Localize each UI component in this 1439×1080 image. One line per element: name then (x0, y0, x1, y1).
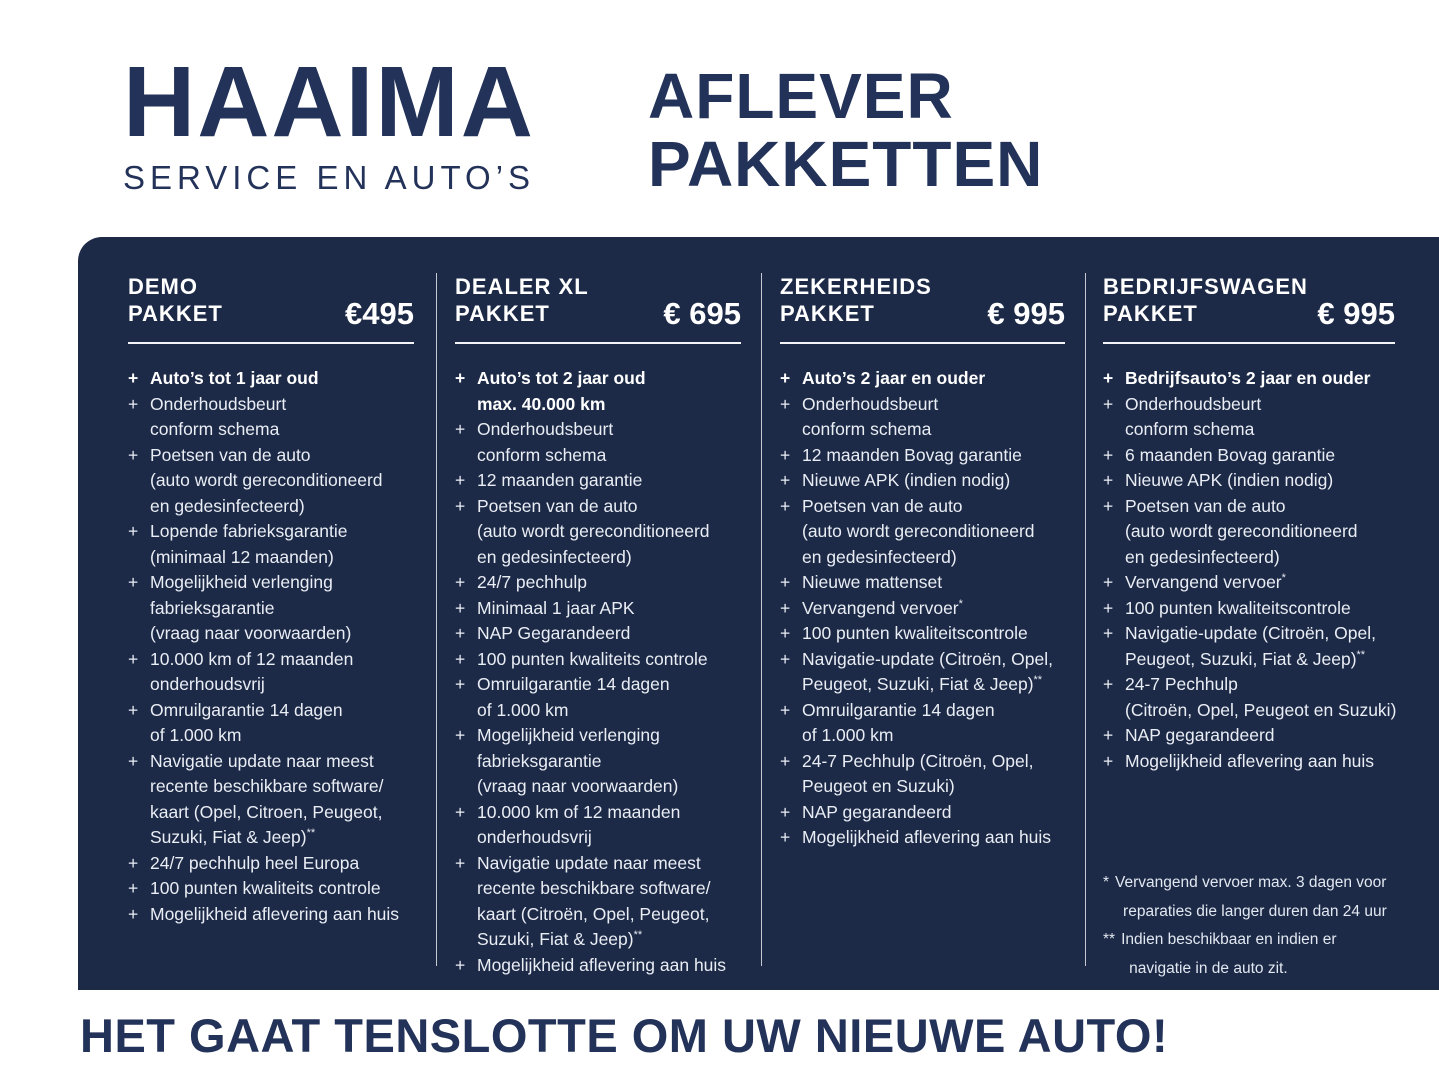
package-item-line: en gedesinfecteerd) (1125, 546, 1280, 567)
footnote (1103, 869, 1395, 926)
package-item-text (150, 902, 399, 928)
package-item-line: recente beschikbare software/ (150, 776, 384, 796)
package-item-line: (vraag naar voorwaarden) (477, 776, 679, 796)
tagline: HET GAAT TENSLOTTE OM UW NIEUWE AUTO! (80, 1009, 1169, 1062)
package-item-text (1125, 621, 1376, 672)
package-item-line: (vraag naar voorwaarden) (150, 623, 352, 643)
page-title-line2: PAKKETTEN (648, 128, 1044, 200)
plus-bullet: + (780, 368, 791, 388)
package-item-line: 6 maanden Bovag garantie (1125, 444, 1336, 465)
package-item-text (1125, 570, 1286, 596)
plus-bullet: + (455, 674, 466, 694)
plus-bullet: + (455, 368, 466, 388)
package-item (1103, 723, 1395, 749)
plus-bullet: + (128, 750, 139, 771)
plus-bullet: + (780, 572, 791, 592)
package-item-line: Navigatie-update (Citroën, Opel, (802, 648, 1053, 669)
plus-bullet: + (1103, 495, 1114, 516)
package-item-line: Navigatie update naar meest (477, 852, 701, 873)
package-item-line: Minimaal 1 jaar APK (477, 597, 635, 618)
package-name (128, 273, 223, 327)
package-item (455, 621, 741, 647)
brand-logo (123, 46, 536, 197)
plus-bullet: + (128, 903, 139, 924)
package-item (780, 800, 1065, 826)
plus-bullet: + (1103, 725, 1114, 745)
package-item-text (802, 621, 1028, 647)
plus-bullet: + (128, 521, 139, 541)
package-item-text (150, 698, 343, 749)
package-item-text (477, 366, 646, 417)
plus-bullet: + (1103, 750, 1114, 771)
package-item-line: conform schema (802, 419, 932, 439)
package-item-text (150, 392, 286, 443)
plus-bullet: + (455, 648, 466, 669)
plus-bullet: + (780, 648, 791, 669)
package-item-line: Nieuwe APK (indien nodig) (1125, 470, 1334, 490)
plus-bullet: + (128, 852, 139, 873)
package-item-line: Nieuwe APK (indien nodig) (802, 470, 1011, 490)
package-name-line: PAKKET (128, 301, 223, 326)
package-name-line: DEALER XL (455, 274, 589, 299)
package-item (1103, 570, 1395, 596)
package-item (128, 749, 414, 851)
package-item-line: (auto wordt gereconditioneerd (802, 521, 1035, 541)
package-item (780, 749, 1065, 800)
package-item (128, 902, 414, 928)
package-item-text (477, 494, 710, 571)
package-item-text (802, 596, 963, 622)
package-price: €495 (345, 296, 414, 331)
footnote-marker-ref: ** (1033, 674, 1043, 687)
package-item (455, 672, 741, 723)
package-item-line: Poetsen van de auto (477, 495, 638, 516)
package-item-list (1103, 366, 1395, 774)
package-item (1103, 672, 1395, 723)
plus-bullet: + (1103, 470, 1114, 490)
package-item-line: NAP gegarandeerd (802, 801, 952, 822)
package-column (78, 273, 437, 966)
plus-bullet: + (780, 750, 791, 771)
package-header (128, 273, 414, 331)
package-item-line: (Citroën, Opel, Peugeot en Suzuki) (1125, 699, 1397, 720)
package-item-text (477, 417, 613, 468)
package-item-text (150, 570, 351, 647)
page-title-line1: AFLEVER (648, 60, 954, 132)
package-item-line: 12 maanden Bovag garantie (802, 444, 1022, 465)
package-item (455, 723, 741, 800)
footnote-marker: ** (1103, 931, 1116, 948)
plus-bullet: + (455, 623, 466, 643)
package-item-text (802, 468, 1010, 494)
package-item-line: Mogelijkheid aflevering aan huis (477, 954, 727, 975)
package-column (437, 273, 762, 975)
plus-bullet: + (780, 699, 791, 720)
package-item-line: fabrieksgarantie (477, 750, 602, 771)
package-item-line: (minimaal 12 maanden) (150, 546, 334, 567)
package-item (1103, 443, 1395, 469)
package-item-line: onderhoudsvrij (477, 827, 592, 847)
plus-bullet: + (455, 725, 466, 745)
package-price: € 995 (1317, 296, 1395, 331)
package-item (455, 800, 741, 851)
package-item-line: Lopende fabrieksgarantie (150, 521, 348, 541)
package-item-line: Poetsen van de auto (150, 444, 311, 465)
package-item (455, 366, 741, 417)
package-item-line: conform schema (1125, 419, 1255, 439)
package-item (780, 825, 1065, 851)
plus-bullet: + (128, 878, 139, 898)
package-item-text (477, 468, 642, 494)
brand-subtitle: SERVICE EN AUTO’S (123, 159, 536, 196)
package-item (1103, 621, 1395, 672)
package-price: € 695 (663, 296, 741, 331)
footnote-marker-ref: * (958, 597, 963, 610)
package-item-text (1125, 596, 1351, 622)
package-item-line: Vervangend vervoer* (802, 597, 963, 618)
package-item-line: en gedesinfecteerd) (477, 546, 632, 567)
package-item-text (150, 519, 348, 570)
package-item-line: en gedesinfecteerd) (150, 495, 305, 516)
package-item-text (802, 800, 952, 826)
plus-bullet: + (455, 954, 466, 975)
package-name-line: BEDRIJFSWAGEN (1103, 274, 1308, 299)
package-item-line: Omruilgarantie 14 dagen (150, 699, 343, 720)
package-item (780, 698, 1065, 749)
package-item-line: NAP Gegarandeerd (477, 623, 631, 643)
plus-bullet: + (780, 444, 791, 465)
package-item-line: of 1.000 km (150, 725, 242, 745)
package-item-line: 12 maanden garantie (477, 470, 643, 490)
package-item-text (802, 392, 938, 443)
package-item-line: onderhoudsvrij (150, 674, 265, 694)
package-item-text (477, 570, 587, 596)
plus-bullet: + (780, 827, 791, 847)
package-item-line: 100 punten kwaliteitscontrole (802, 623, 1028, 643)
package-item-text (1125, 723, 1275, 749)
package-item-text (802, 443, 1022, 469)
package-item-text (150, 647, 353, 698)
package-item-line: 24/7 pechhulp heel Europa (150, 852, 360, 873)
package-item-line: Peugeot, Suzuki, Fiat & Jeep)** (1125, 648, 1366, 669)
package-item-line: of 1.000 km (802, 725, 894, 745)
package-item-text (1125, 672, 1396, 723)
package-item-line: max. 40.000 km (477, 393, 606, 414)
plus-bullet: + (455, 572, 466, 592)
package-column (1086, 273, 1439, 977)
footnotes (1103, 869, 1395, 983)
package-item-text (802, 749, 1034, 800)
plus-bullet: + (455, 597, 466, 618)
package-item-line: (auto wordt gereconditioneerd (1125, 521, 1358, 541)
package-item-text (477, 800, 680, 851)
package-item-line: Suzuki, Fiat & Jeep)** (477, 929, 643, 949)
package-item-line: Mogelijkheid aflevering aan huis (1125, 750, 1375, 771)
package-item-line: 24/7 pechhulp (477, 572, 587, 592)
plus-bullet: + (455, 801, 466, 822)
plus-bullet: + (1103, 623, 1114, 643)
package-item-line: Vervangend vervoer* (1125, 572, 1286, 592)
package-item (128, 366, 414, 392)
plus-bullet: + (1103, 674, 1114, 694)
package-item (128, 392, 414, 443)
page-title (648, 62, 1043, 198)
package-item-line: Onderhoudsbeurt (477, 419, 614, 439)
package-item-line: Suzuki, Fiat & Jeep)** (150, 827, 316, 847)
package-item-text (477, 672, 670, 723)
package-item-text (1125, 366, 1370, 392)
package-item-line: (auto wordt gereconditioneerd (150, 470, 383, 490)
package-item-text (1125, 468, 1333, 494)
package-item-line: conform schema (150, 419, 280, 439)
package-item (455, 468, 741, 494)
package-item (1103, 596, 1395, 622)
package-item (455, 851, 741, 953)
package-item-line: Navigatie-update (Citroën, Opel, (1125, 623, 1376, 643)
package-item (128, 851, 414, 877)
package-item-line: conform schema (477, 444, 607, 465)
package-item-line: kaart (Opel, Citroen, Peugeot, (150, 801, 383, 822)
package-item (455, 570, 741, 596)
brand-name: HAAIMA (123, 46, 535, 158)
package-item (780, 443, 1065, 469)
packages-columns (78, 273, 1439, 977)
plus-bullet: + (780, 470, 791, 490)
package-item-text (802, 366, 985, 392)
package-item-text (477, 851, 710, 953)
package-item-line: Poetsen van de auto (1125, 495, 1286, 516)
package-item-line: Nieuwe mattenset (802, 572, 943, 592)
header-underline (455, 342, 741, 344)
package-column (762, 273, 1086, 966)
package-item-line: 10.000 km of 12 maanden (150, 648, 354, 669)
plus-bullet: + (455, 852, 466, 873)
package-item (1103, 392, 1395, 443)
package-item-text (150, 366, 319, 392)
plus-bullet: + (128, 444, 139, 465)
header-underline (780, 342, 1065, 344)
package-item-text (477, 723, 678, 800)
package-item-line: 100 punten kwaliteitscontrole (1125, 597, 1351, 618)
package-item (780, 621, 1065, 647)
package-item-line: kaart (Citroën, Opel, Peugeot, (477, 903, 710, 924)
plus-bullet: + (455, 419, 466, 439)
package-price: € 995 (987, 296, 1065, 331)
package-item-line: Auto’s 2 jaar en ouder (802, 368, 986, 388)
package-item-line: Poetsen van de auto (802, 495, 963, 516)
packages-panel (78, 237, 1439, 990)
package-item-line: Peugeot en Suzuki) (802, 776, 955, 796)
package-header (1103, 273, 1395, 331)
package-item-line: Bedrijfsauto’s 2 jaar en ouder (1125, 368, 1371, 388)
package-item-text (1125, 392, 1261, 443)
package-name (455, 273, 589, 327)
package-item-line: Onderhoudsbeurt (150, 393, 287, 414)
package-item (1103, 468, 1395, 494)
package-name-line: ZEKERHEIDS (780, 274, 932, 299)
package-name-line: PAKKET (780, 301, 875, 326)
header-underline (1103, 342, 1395, 344)
package-name (1103, 273, 1308, 327)
package-item (780, 468, 1065, 494)
package-item (455, 647, 741, 673)
package-name (780, 273, 932, 327)
package-item (128, 876, 414, 902)
package-item-line: Navigatie update naar meest (150, 750, 374, 771)
package-item-line: Mogelijkheid verlenging (477, 725, 660, 745)
package-item (1103, 749, 1395, 775)
plus-bullet: + (1103, 393, 1114, 414)
package-item-line: Omruilgarantie 14 dagen (802, 699, 995, 720)
footnote-text (1115, 869, 1387, 926)
package-item-line: of 1.000 km (477, 699, 569, 720)
package-item-text (477, 596, 635, 622)
package-item-line: 24-7 Pechhulp (1125, 674, 1238, 694)
package-item-text (1125, 749, 1374, 775)
package-item-line: en gedesinfecteerd) (802, 546, 957, 567)
package-item (128, 647, 414, 698)
package-item-line: 10.000 km of 12 maanden (477, 801, 681, 822)
footnote-line: Indien beschikbaar en indien er (1121, 931, 1337, 948)
package-item-line: 100 punten kwaliteits controle (477, 648, 708, 669)
package-item-text (150, 443, 383, 520)
plus-bullet: + (128, 699, 139, 720)
footnote (1103, 926, 1395, 983)
package-item (128, 519, 414, 570)
footnote-marker-ref: ** (306, 827, 316, 840)
package-item (780, 596, 1065, 622)
package-item-line: Onderhoudsbeurt (802, 393, 939, 414)
plus-bullet: + (1103, 597, 1114, 618)
plus-bullet: + (455, 495, 466, 516)
package-item-list (780, 366, 1065, 851)
package-item (1103, 366, 1395, 392)
package-item-text (802, 698, 995, 749)
footnote-text (1121, 926, 1336, 983)
package-name-line: DEMO (128, 274, 198, 299)
package-item-line: Mogelijkheid aflevering aan huis (150, 903, 400, 924)
plus-bullet: + (1103, 368, 1114, 388)
footnote-line: navigatie in de auto zit. (1129, 959, 1288, 977)
plus-bullet: + (780, 495, 791, 516)
footnote-line: Vervangend vervoer max. 3 dagen voor (1115, 874, 1387, 891)
package-item-text (802, 647, 1053, 698)
package-item-line: Mogelijkheid aflevering aan huis (802, 827, 1052, 847)
package-item-text (150, 749, 383, 851)
package-item-line: Auto’s tot 2 jaar oud (477, 368, 646, 388)
plus-bullet: + (780, 801, 791, 822)
package-item-text (802, 825, 1051, 851)
package-item-line: (auto wordt gereconditioneerd (477, 521, 710, 541)
package-item-text (477, 647, 708, 673)
package-item-line: NAP gegarandeerd (1125, 725, 1275, 745)
footnote-marker-ref: * (1281, 572, 1286, 585)
plus-bullet: + (128, 393, 139, 414)
plus-bullet: + (128, 572, 139, 592)
package-item (780, 570, 1065, 596)
package-item (128, 698, 414, 749)
package-name-line: PAKKET (455, 301, 550, 326)
package-item (128, 570, 414, 647)
package-item (1103, 494, 1395, 571)
plus-bullet: + (1103, 572, 1114, 592)
package-item-line: fabrieksgarantie (150, 597, 275, 618)
package-item (780, 392, 1065, 443)
package-item (455, 494, 741, 571)
package-item-text (1125, 443, 1335, 469)
package-item-line: Peugeot, Suzuki, Fiat & Jeep)** (802, 674, 1043, 694)
plus-bullet: + (780, 597, 791, 618)
package-header (455, 273, 741, 331)
plus-bullet: + (780, 623, 791, 643)
package-item-text (802, 570, 942, 596)
header-underline (128, 342, 414, 344)
package-item (780, 494, 1065, 571)
package-item-list (128, 366, 414, 927)
package-item-text (150, 851, 359, 877)
package-item-text (477, 621, 630, 647)
package-item (780, 647, 1065, 698)
package-item-line: recente beschikbare software/ (477, 878, 711, 898)
plus-bullet: + (455, 470, 466, 490)
package-item-line: Mogelijkheid verlenging (150, 572, 333, 592)
package-item-text (1125, 494, 1358, 571)
package-item (455, 596, 741, 622)
plus-bullet: + (128, 648, 139, 669)
package-item-line: Auto’s tot 1 jaar oud (150, 368, 319, 388)
plus-bullet: + (780, 393, 791, 414)
package-item (128, 443, 414, 520)
footnote-marker-ref: ** (1356, 648, 1366, 661)
package-header (780, 273, 1065, 331)
package-item-text (802, 494, 1035, 571)
package-item-line: Omruilgarantie 14 dagen (477, 674, 670, 694)
footnote-line: reparaties die langer duren dan 24 uur (1123, 902, 1387, 920)
package-item-line: 100 punten kwaliteits controle (150, 878, 381, 898)
plus-bullet: + (1103, 444, 1114, 465)
package-item-line: Onderhoudsbeurt (1125, 393, 1262, 414)
package-item (780, 366, 1065, 392)
package-item-list (455, 366, 741, 978)
footnote-marker-ref: ** (633, 929, 643, 942)
package-item-text (477, 953, 726, 979)
package-item (455, 417, 741, 468)
package-name-line: PAKKET (1103, 301, 1198, 326)
footnote-marker: * (1103, 874, 1110, 891)
package-item-text (150, 876, 381, 902)
package-item-line: 24-7 Pechhulp (Citroën, Opel, (802, 750, 1034, 771)
plus-bullet: + (128, 368, 139, 388)
package-item (455, 953, 741, 979)
